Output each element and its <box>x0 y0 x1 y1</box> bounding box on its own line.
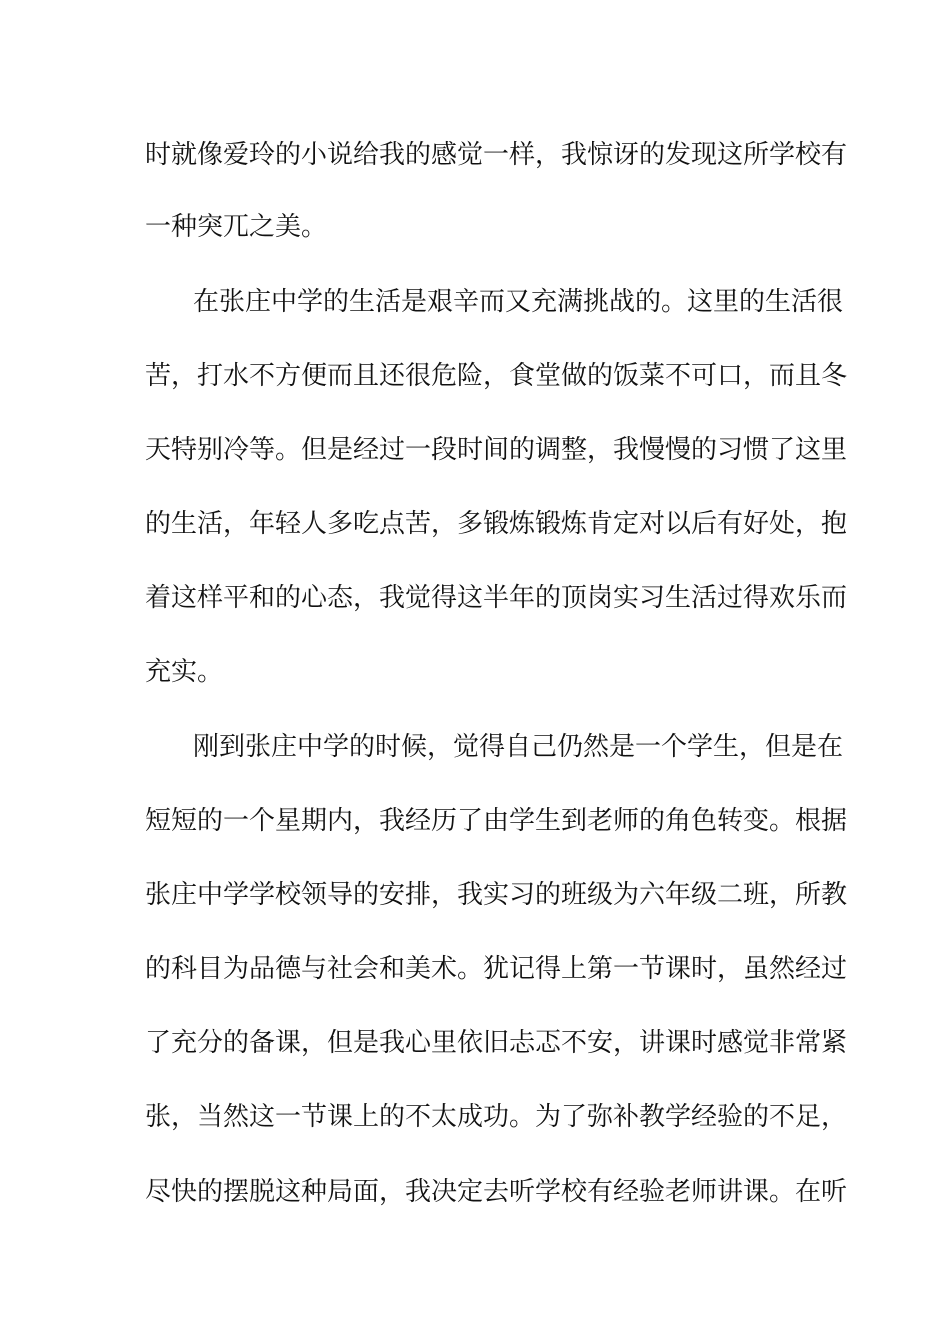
paragraph-first-line: 刚到张庄中学的时候，觉得自己仍然是一个学生，但是在 <box>193 732 844 762</box>
text-line: 张庄中学学校领导的安排，我实习的班级为六年级二班，所教 <box>145 880 848 910</box>
text-line: 着这样平和的心态，我觉得这半年的顶岗实习生活过得欢乐而 <box>145 583 848 613</box>
text-line: 了充分的备课，但是我心里依旧忐忑不安，讲课时感觉非常紧 <box>145 1028 848 1058</box>
text-line: 苦，打水不方便而且还很危险，食堂做的饭菜不可口，而且冬 <box>145 361 848 391</box>
text-line: 天特别冷等。但是经过一段时间的调整，我慢慢的习惯了这里 <box>145 435 848 465</box>
text-line: 一种突兀之美。 <box>145 212 328 242</box>
text-line: 张，当然这一节课上的不太成功。为了弥补教学经验的不足， <box>145 1102 848 1132</box>
text-line: 充实。 <box>145 657 224 687</box>
text-line: 尽快的摆脱这种局面，我决定去听学校有经验老师讲课。在听 <box>145 1177 848 1207</box>
text-line: 的生活，年轻人多吃点苦，多锻炼锻炼肯定对以后有好处，抱 <box>145 509 848 539</box>
text-line: 时就像爱玲的小说给我的感觉一样，我惊讶的发现这所学校有 <box>145 140 848 170</box>
text-line: 的科目为品德与社会和美术。犹记得上第一节课时，虽然经过 <box>145 954 848 984</box>
text-line: 短短的一个星期内，我经历了由学生到老师的角色转变。根据 <box>145 806 848 836</box>
paragraph-first-line: 在张庄中学的生活是艰辛而又充满挑战的。这里的生活很 <box>193 287 844 317</box>
